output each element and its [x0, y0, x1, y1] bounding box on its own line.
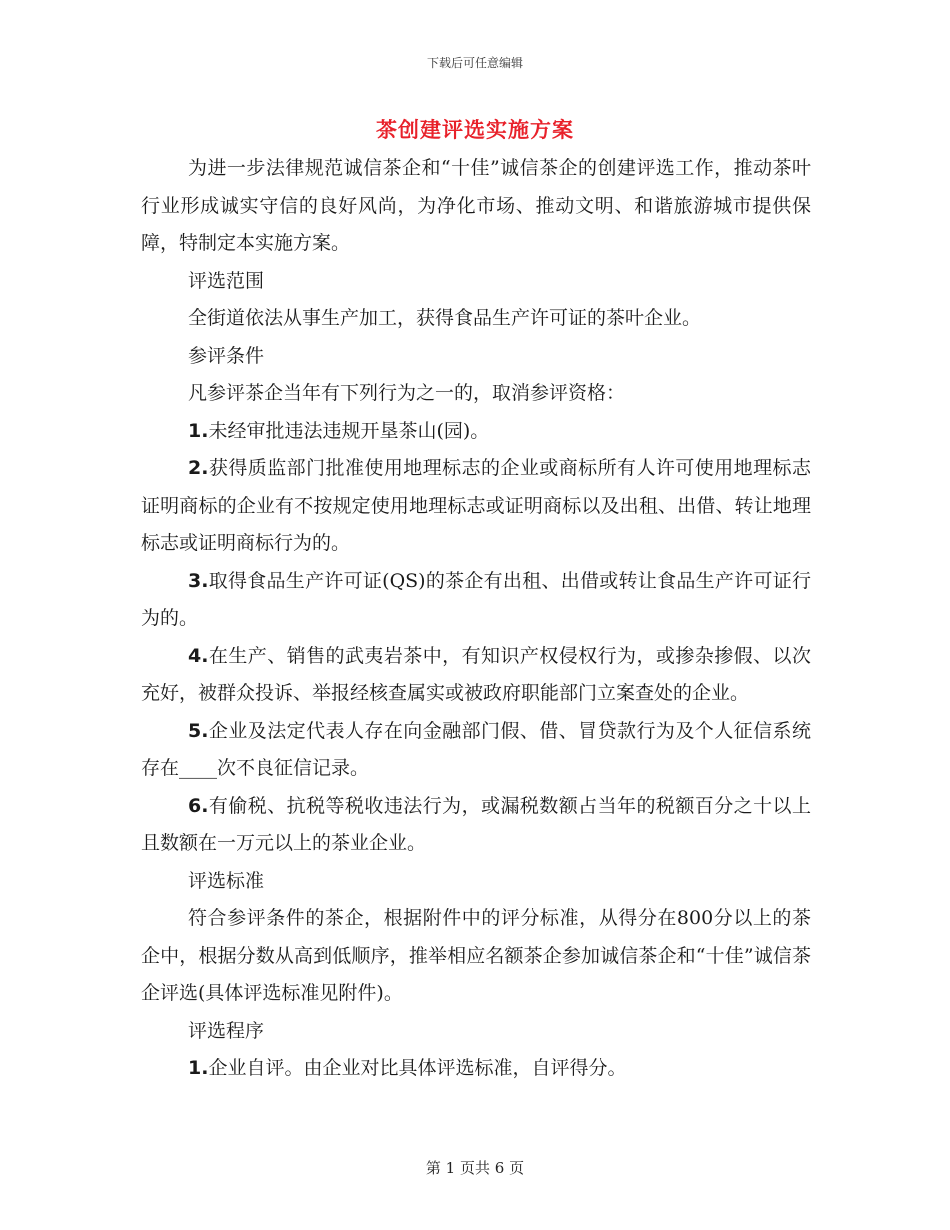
condition-text: 企业及法定代表人存在向金融部门假、借、冒贷款行为及个人征信系统存在____次不良征信记录。: [141, 719, 811, 779]
item-number: 2.: [188, 457, 209, 479]
procedure-item-1: [141, 1050, 811, 1088]
scope-heading: 评选范围: [188, 269, 265, 292]
intro-paragraph: 为进一步法律规范诚信茶企和“十佳”诚信茶企的创建评选工作，推动茶叶行业形成诚实守信的良好风尚，为净化市场、推动文明、和谐旅游城市提供保障，特制定本实施方案。: [141, 157, 811, 254]
condition-text: 取得食品生产许可证(QS)的茶企有出租、出借或转让食品生产许可证行为的。: [141, 569, 811, 629]
page-header: 下载后可任意编辑: [426, 56, 523, 70]
conditions-heading: 参评条件: [188, 344, 265, 367]
condition-text: 获得质监部门批准使用地理标志的企业或商标所有人许可使用地理标志证明商标的企业有不按规定使用地理标志或证明商标以及出租、出借、转让地理标志或证明商标行为的。: [141, 457, 811, 554]
condition-item-3: [141, 563, 811, 638]
conditions-intro: 凡参评茶企当年有下列行为之一的，取消参评资格：: [188, 382, 626, 404]
procedure-heading: 评选程序: [188, 1019, 265, 1042]
condition-item-1: [141, 413, 811, 451]
standard-heading: 评选标准: [188, 869, 265, 892]
condition-text: 未经审批违法违规开垦茶山(园)。: [208, 419, 490, 442]
procedure-text: 企业自评。由企业对比具体评选标准，自评得分。: [208, 1057, 627, 1079]
item-number: 1.: [188, 419, 209, 442]
condition-item-6: [141, 788, 811, 863]
page-footer: 第 1 页共 6 页: [425, 1159, 525, 1177]
standard-paragraph: 符合参评条件的茶企，根据附件中的评分标准，从得分在800分以上的茶企中，根据分数从高到低顺序，推举相应名额茶企参加诚信茶企和“十佳”诚信茶企评选(具体评选标准见附件)。: [141, 907, 811, 1004]
document-body: [141, 150, 811, 1088]
item-number: 5.: [188, 719, 209, 742]
item-number: 3.: [188, 569, 209, 592]
condition-text: 有偷税、抗税等税收违法行为，或漏税数额占当年的税额百分之十以上且数额在一万元以上的茶业企业。: [141, 794, 811, 854]
document-title: 茶创建评选实施方案: [376, 117, 574, 142]
item-number: 4.: [188, 644, 209, 667]
condition-item-4: [141, 638, 811, 713]
condition-text: 在生产、销售的武夷岩茶中，有知识产权侵权行为，或掺杂掺假、以次充好，被群众投诉、举报经核查属实或被政府职能部门立案查处的企业。: [141, 644, 811, 704]
item-number: 6.: [188, 794, 209, 817]
scope-paragraph: 全街道依法从事生产加工，获得食品生产许可证的茶叶企业。: [188, 307, 702, 329]
item-number: 1.: [188, 1057, 209, 1079]
condition-item-2: [141, 450, 811, 563]
condition-item-5: [141, 713, 811, 788]
